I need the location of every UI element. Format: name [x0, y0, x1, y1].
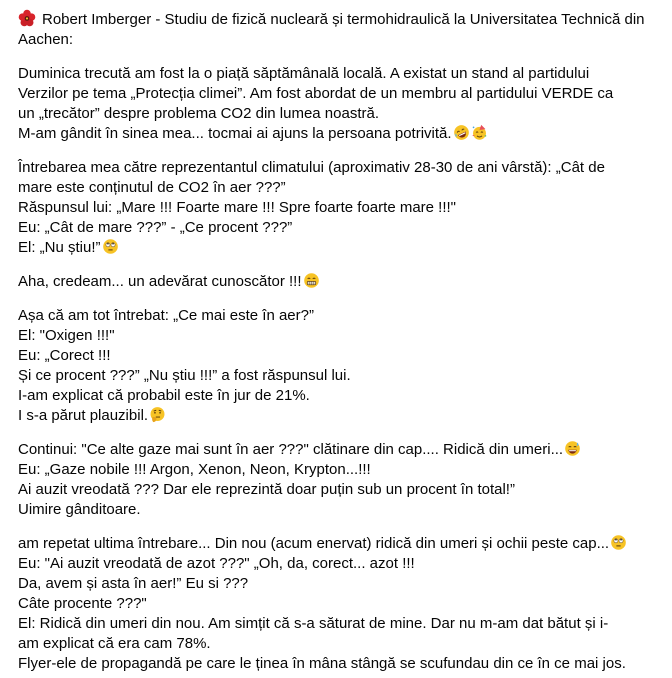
- post-header-text: Robert Imberger - Studiu de fizică nucleară și termohidraulică la Universitatea Technică din Aachen:: [18, 11, 645, 48]
- paragraph-2: [18, 158, 654, 258]
- text-line: mare este conținutul de CO2 în aer ???”: [18, 179, 286, 196]
- text-line: Ai auzit vreodată ??? Dar ele reprezintă doar puțin sub un procent în total!”: [18, 481, 515, 498]
- paragraph-6: [18, 534, 654, 674]
- text-line: Întrebarea mea către reprezentantul climatului (aproximativ 28-30 de ani vârstă): „Cât de: [18, 159, 605, 176]
- text-line: I s-a părut plauzibil.: [18, 407, 149, 424]
- red-flower-icon: [18, 9, 36, 27]
- paragraph-3: [18, 272, 654, 292]
- text-line: El: „Nu știu!”: [18, 239, 101, 256]
- paragraph-4: [18, 306, 654, 426]
- text-line: Și ce procent ???” „Nu știu !!!” a fost răspunsul lui.: [18, 367, 351, 384]
- text-line: Da, avem și asta în aer!” Eu si ???: [18, 575, 249, 592]
- text-line: Uimire gânditoare.: [18, 501, 141, 518]
- text-line: Duminica trecută am fost la o piață săptămânală locală. A existat un stand al partidului: [18, 65, 590, 82]
- text-line: Eu: „Corect !!!: [18, 347, 111, 364]
- text-line: Eu: „Gaze nobile !!! Argon, Xenon, Neon, Krypton...!!!: [18, 461, 371, 478]
- rofl-face-icon: [453, 124, 470, 141]
- paragraph-1: [18, 64, 654, 144]
- text-line: Aha, credeam... un adevărat cunoscător !!!: [18, 273, 302, 290]
- text-line: Continui: "Ce alte gaze mai sunt în aer ???" clătinare din cap.... Ridică din umeri...: [18, 441, 564, 458]
- paragraph-5: [18, 440, 654, 520]
- text-line: Flyer-ele de propagandă pe care le ținea în mâna stângă se scufundau din ce în ce mai jos.: [18, 655, 626, 672]
- text-line: El: "Oxigen !!!": [18, 327, 115, 344]
- text-line: Așa că am tot întrebat: „Ce mai este în aer?”: [18, 307, 314, 324]
- text-line: M-am gândit în sinea mea... tocmai ai ajuns la persoana potrivită.: [18, 125, 452, 142]
- sweat-smile-face-icon: [564, 440, 581, 457]
- text-line: am explicat că era cam 78%.: [18, 635, 211, 652]
- text-line: un „trecător” despre problema CO2 din lumea noastră.: [18, 105, 380, 122]
- rolling-eyes-face-icon: [102, 238, 119, 255]
- text-line: Verzilor pe tema „Protecția climei”. Am fost abordat de un membru al partidului VERDE ca: [18, 85, 614, 102]
- grimacing-face-icon: [303, 272, 320, 289]
- text-line: Eu: "Ai auzit vreodată de azot ???" „Oh, da, corect... azot !!!: [18, 555, 415, 572]
- text-line: Eu: „Cât de mare ???” - „Ce procent ???”: [18, 219, 293, 236]
- text-line: Câte procente ???": [18, 595, 147, 612]
- text-line: El: Ridică din umeri din nou. Am simțit că s-a săturat de mine. Dar nu m-am dat bătut și i-: [18, 615, 609, 632]
- party-face-icon: [471, 124, 488, 141]
- text-line: I-am explicat că probabil este în jur de 21%.: [18, 387, 310, 404]
- rolling-eyes-face-icon: [610, 534, 627, 551]
- text-line: am repetat ultima întrebare... Din nou (acum enervat) ridică din umeri și ochii peste cap...: [18, 535, 610, 552]
- thinking-face-icon: [149, 406, 166, 423]
- post-header: [18, 9, 654, 50]
- text-line: Răspunsul lui: „Mare !!! Foarte mare !!! Spre foarte foarte mare !!!": [18, 199, 456, 216]
